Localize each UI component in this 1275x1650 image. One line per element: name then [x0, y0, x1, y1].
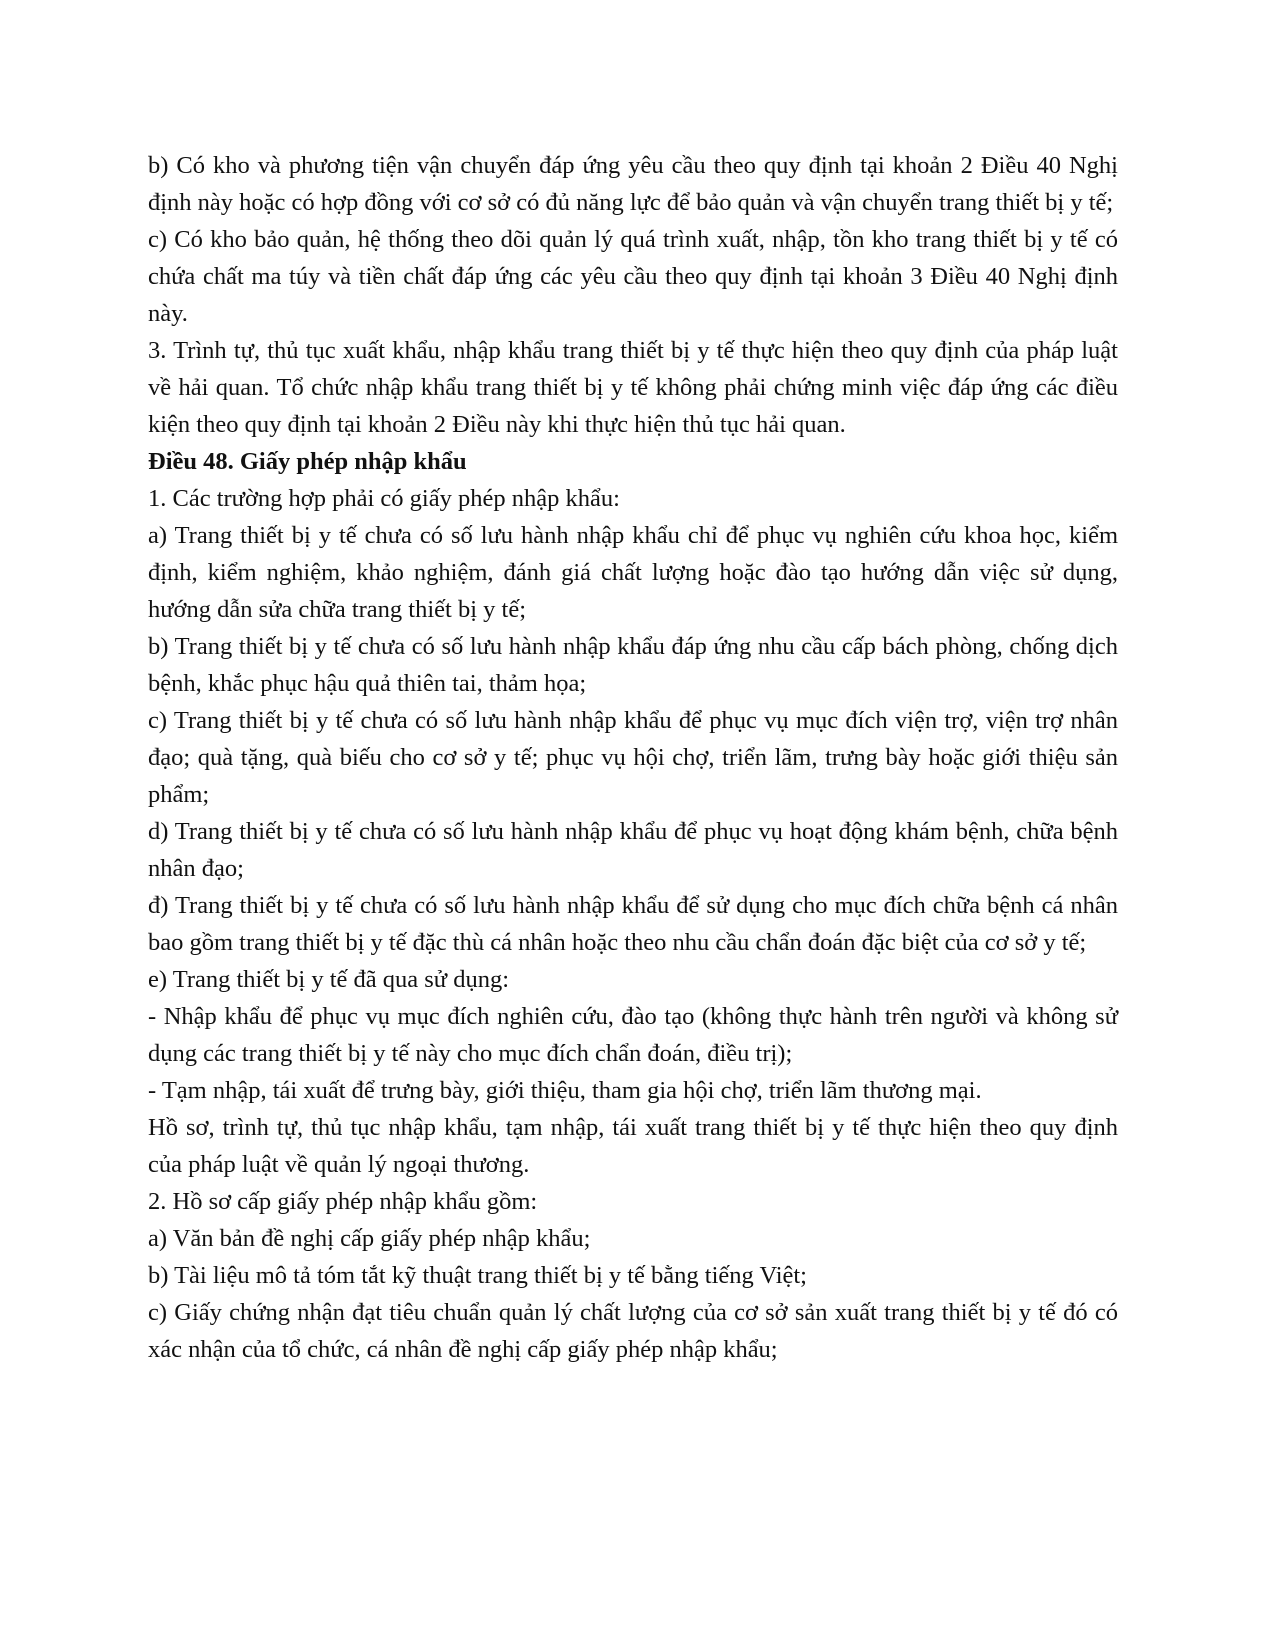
paragraph-b-epidemic: b) Trang thiết bị y tế chưa có số lưu hành nhập khẩu đáp ứng nhu cầu cấp bách phòng, chống dịch bệnh, khắc phục hậu quả thiên tai, thảm họa;	[148, 633, 1118, 697]
document-page	[148, 147, 1118, 1368]
paragraph-b-technical-summary: b) Tài liệu mô tả tóm tắt kỹ thuật trang thiết bị y tế bằng tiếng Việt;	[148, 1262, 807, 1289]
paragraph-d-humanitarian: d) Trang thiết bị y tế chưa có số lưu hành nhập khẩu để phục vụ hoạt động khám bệnh, chữa bệnh nhân đạo;	[148, 818, 1118, 882]
bullet-temporary-import: - Tạm nhập, tái xuất để trưng bày, giới thiệu, tham gia hội chợ, triển lãm thương mại.	[148, 1077, 982, 1104]
paragraph-3-customs-procedure: 3. Trình tự, thủ tục xuất khẩu, nhập khẩu trang thiết bị y tế thực hiện theo quy định của pháp luật về hải quan. Tổ chức nhập khẩu trang thiết bị y tế không phải chứng minh việc đáp ứng các điều kiện theo quy định tại khoản 2 Điều này khi thực hiện thủ tục hải quan.	[148, 337, 1118, 438]
article-48-heading: Điều 48. Giấy phép nhập khẩu	[148, 448, 467, 475]
paragraph-2-dossier: 2. Hồ sơ cấp giấy phép nhập khẩu gồm:	[148, 1188, 538, 1215]
paragraph-c-quality-certificate: c) Giấy chứng nhận đạt tiêu chuẩn quản lý chất lượng của cơ sở sản xuất trang thiết bị y tế đó có xác nhận của tổ chức, cá nhân đề nghị cấp giấy phép nhập khẩu;	[148, 1299, 1118, 1363]
paragraph-a-request-letter: a) Văn bản đề nghị cấp giấy phép nhập khẩu;	[148, 1225, 591, 1252]
paragraph-c-aid-gifts: c) Trang thiết bị y tế chưa có số lưu hành nhập khẩu để phục vụ mục đích viện trợ, viện trợ nhân đạo; quà tặng, quà biếu cho cơ sở y tế; phục vụ hội chợ, triển lãm, trưng bày hoặc giới thiệu sản phẩm;	[148, 707, 1118, 808]
paragraph-dd-personal-treatment: đ) Trang thiết bị y tế chưa có số lưu hành nhập khẩu để sử dụng cho mục đích chữa bệnh cá nhân bao gồm trang thiết bị y tế đặc thù cá nhân hoặc theo nhu cầu chẩn đoán đặc biệt của cơ sở y tế;	[148, 892, 1118, 956]
paragraph-e-used-equipment: e) Trang thiết bị y tế đã qua sử dụng:	[148, 966, 510, 993]
bullet-research-training: - Nhập khẩu để phục vụ mục đích nghiên cứu, đào tạo (không thực hành trên người và không sử dụng các trang thiết bị y tế này cho mục đích chẩn đoán, điều trị);	[148, 1003, 1118, 1067]
paragraph-b-warehouse-transport: b) Có kho và phương tiện vận chuyển đáp ứng yêu cầu theo quy định tại khoản 2 Điều 40 Nghị định này hoặc có hợp đồng với cơ sở có đủ năng lực để bảo quản và vận chuyển trang thiết bị y tế;	[148, 152, 1118, 216]
paragraph-c-storage-system: c) Có kho bảo quản, hệ thống theo dõi quản lý quá trình xuất, nhập, tồn kho trang thiết bị y tế có chứa chất ma túy và tiền chất đáp ứng các yêu cầu theo quy định tại khoản 3 Điều 40 Nghị định này.	[148, 226, 1118, 327]
paragraph-procedure-foreign-trade: Hồ sơ, trình tự, thủ tục nhập khẩu, tạm nhập, tái xuất trang thiết bị y tế thực hiện theo quy định của pháp luật về quản lý ngoại thương.	[148, 1114, 1118, 1178]
paragraph-a-research: a) Trang thiết bị y tế chưa có số lưu hành nhập khẩu chỉ để phục vụ nghiên cứu khoa học, kiểm định, kiểm nghiệm, khảo nghiệm, đánh giá chất lượng hoặc đào tạo hướng dẫn việc sử dụng, hướng dẫn sửa chữa trang thiết bị y tế;	[148, 522, 1118, 623]
paragraph-1-cases-requiring-license: 1. Các trường hợp phải có giấy phép nhập khẩu:	[148, 485, 620, 512]
